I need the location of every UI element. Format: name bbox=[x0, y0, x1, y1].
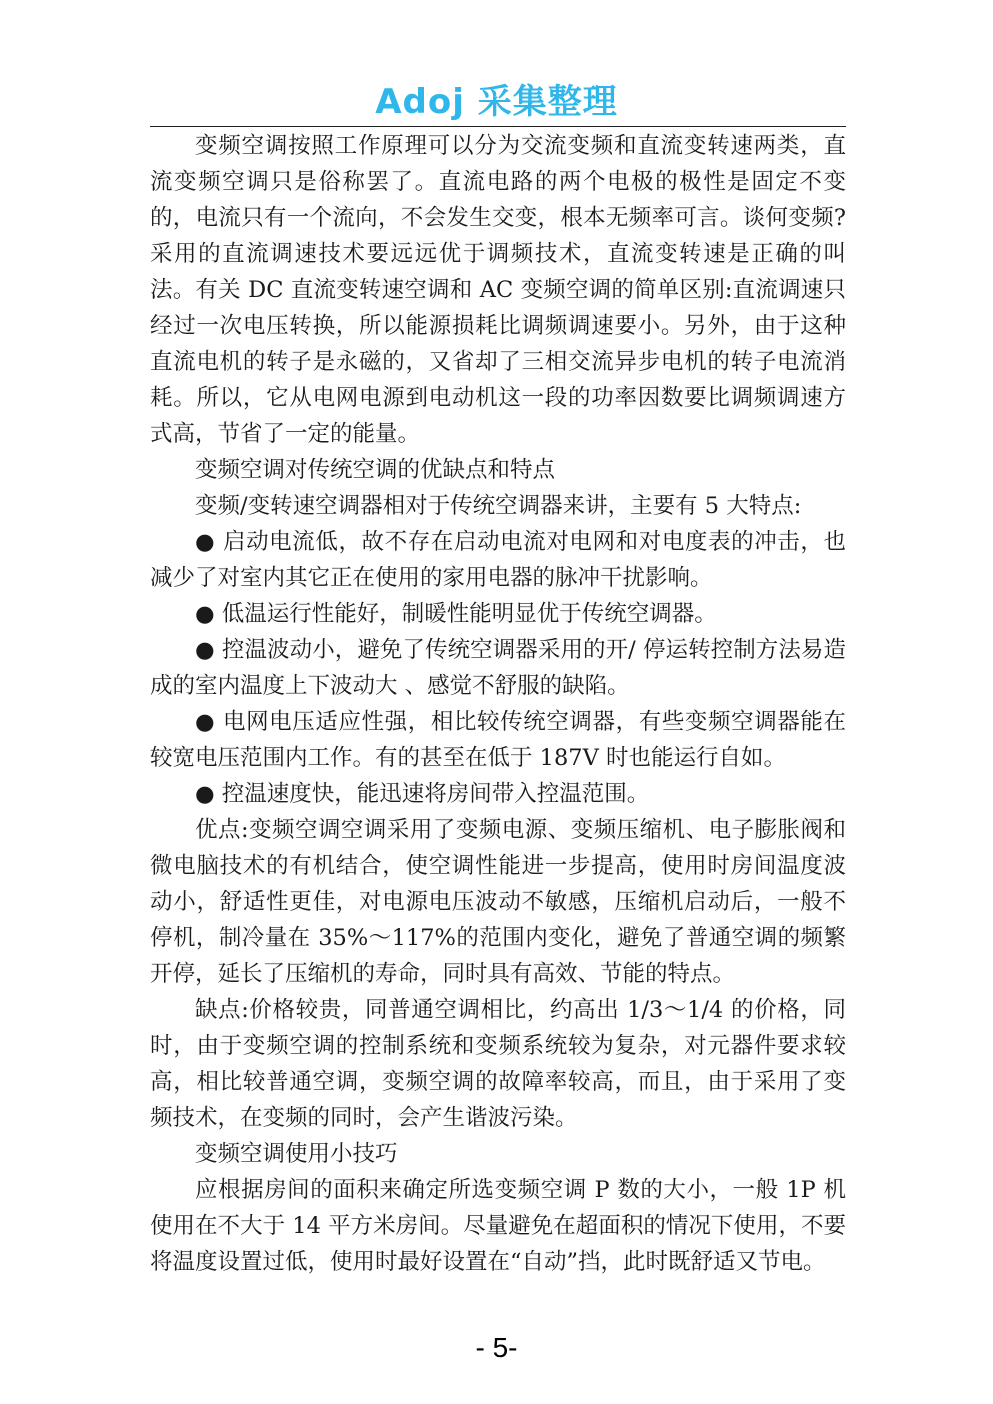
paragraph-usage-tips: 应根据房间的面积来确定所选变频空调 P 数的大小，一般 1P 机使用在不大于 14 平方米房间。尽量避免在超面积的情况下使用，不要将温度设置过低，使用时最好设置在“自动”挡，此时既舒适又节电。 bbox=[150, 1177, 846, 1275]
heading-usage-tips: 变频空调使用小技巧 bbox=[195, 1141, 398, 1167]
page-header-title: Adoj 采集整理 bbox=[375, 82, 618, 122]
bullet-item-1: ● 启动电流低，故不存在启动电流对电网和对电度表的冲击，也减少了对室内其它正在使用的家用电器的脉冲干扰影响。 bbox=[150, 529, 846, 591]
paragraph-intro: 变频空调按照工作原理可以分为交流变频和直流变转速两类，直流变频空调只是俗称罢了。直流电路的两个电极的极性是固定不变的，电流只有一个流向，不会发生交变，根本无频率可言。谈何变频?采用的直流调速技术要远远优于调频技术，直流变转速是正确的叫法。有关 DC 直流变转速空调和 AC 变频空调的简单区别:直流调速只经过一次电压转换，所以能源损耗比调频调速要小。另外，由于这种直流电机的转子是永磁的，又省却了三相交流异步电机的转子电流消耗。所以，它从电网电源到电动机这一段的功率因数要比调频调速方式高，节省了一定的能量。 bbox=[150, 133, 846, 447]
heading-pros-cons: 变频空调对传统空调的优缺点和特点 bbox=[195, 457, 556, 483]
paragraph-advantages: 优点:变频空调空调采用了变频电源、变频压缩机、电子膨胀阀和微电脑技术的有机结合，使空调性能进一步提高，使用时房间温度波动小，舒适性更佳，对电源电压波动不敏感，压缩机启动后，一般不停机，制冷量在 35%～117%的范围内变化，避免了普通空调的频繁开停，延长了压缩机的寿命，同时具有高效、节能的特点。 bbox=[150, 817, 846, 987]
bullet-item-3: ● 控温波动小，避免了传统空调器采用的开/ 停运转控制方法易造成的室内温度上下波动大 、感觉不舒服的缺陷。 bbox=[150, 637, 846, 699]
bullet-item-5: ● 控温速度快，能迅速将房间带入控温范围。 bbox=[195, 781, 650, 807]
paragraph-features-intro: 变频/变转速空调器相对于传统空调器来讲，主要有 5 大特点: bbox=[195, 493, 802, 519]
header-divider bbox=[150, 126, 846, 127]
page-number: - 5- bbox=[475, 1332, 518, 1363]
document-body bbox=[150, 128, 846, 1280]
paragraph-disadvantages: 缺点:价格较贵，同普通空调相比，约高出 1/3～1/4 的价格，同时，由于变频空调的控制系统和变频系统较为复杂，对元器件要求较高，相比较普通空调，变频空调的故障率较高，而且，由于采用了变频技术，在变频的同时，会产生谐波污染。 bbox=[150, 997, 846, 1131]
bullet-item-2: ● 低温运行性能好，制暖性能明显优于传统空调器。 bbox=[195, 601, 717, 627]
bullet-item-4: ● 电网电压适应性强，相比较传统空调器，有些变频空调器能在较宽电压范围内工作。有的甚至在低于 187V 时也能运行自如。 bbox=[150, 709, 846, 771]
